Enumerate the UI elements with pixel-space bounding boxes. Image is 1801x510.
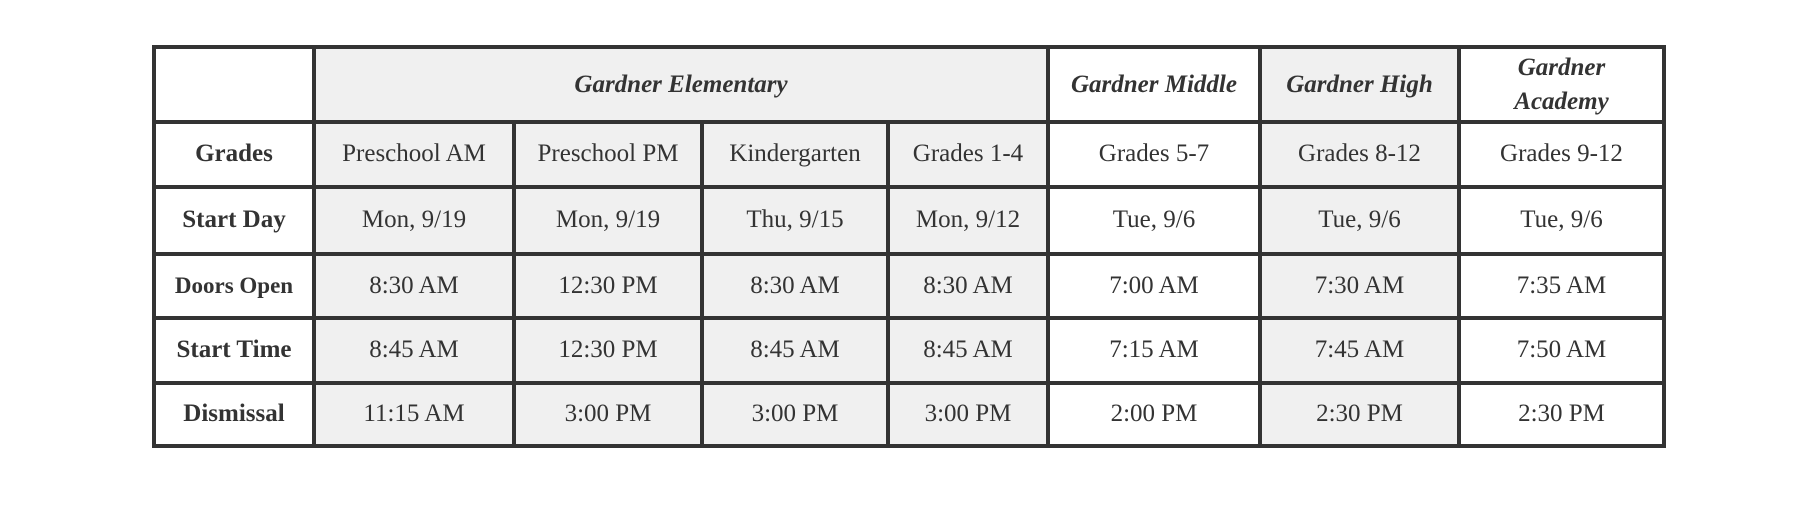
table-cell: 12:30 PM [514, 318, 702, 383]
table-row-doors-open [154, 254, 1664, 318]
table-cell: Grades 1-4 [888, 122, 1048, 187]
row-label: Grades [154, 122, 314, 187]
table-cell: Tue, 9/6 [1459, 187, 1664, 254]
table-cell: 3:00 PM [702, 383, 888, 446]
school-header-row [154, 47, 1664, 122]
row-label: Start Day [154, 187, 314, 254]
table-row-dismissal [154, 383, 1664, 446]
table-row-start-day [154, 187, 1664, 254]
table-cell: 12:30 PM [514, 254, 702, 318]
table-cell: 7:45 AM [1260, 318, 1459, 383]
table-cell: 8:30 AM [888, 254, 1048, 318]
table-cell: Tue, 9/6 [1048, 187, 1260, 254]
corner-cell [154, 47, 314, 122]
row-label: Start Time [154, 318, 314, 383]
row-label: Dismissal [154, 383, 314, 446]
table-cell: Kindergarten [702, 122, 888, 187]
table-cell: Mon, 9/12 [888, 187, 1048, 254]
table-cell: Grades 8-12 [1260, 122, 1459, 187]
table-cell: 11:15 AM [314, 383, 514, 446]
row-label: Doors Open [154, 254, 314, 318]
table-cell: Preschool AM [314, 122, 514, 187]
table-cell: 2:30 PM [1459, 383, 1664, 446]
table-cell: 3:00 PM [888, 383, 1048, 446]
table-row-start-time [154, 318, 1664, 383]
table-cell: 8:45 AM [314, 318, 514, 383]
table-cell: 8:30 AM [314, 254, 514, 318]
table-cell: 7:50 AM [1459, 318, 1664, 383]
table-cell: 8:45 AM [888, 318, 1048, 383]
school-header-academy: Gardner Academy [1459, 47, 1664, 122]
table-cell: 8:45 AM [702, 318, 888, 383]
table-cell: Preschool PM [514, 122, 702, 187]
school-header-high: Gardner High [1260, 47, 1459, 122]
table-row-grades [154, 122, 1664, 187]
school-header-elementary: Gardner Elementary [314, 47, 1048, 122]
table-cell: Thu, 9/15 [702, 187, 888, 254]
table-cell: Mon, 9/19 [514, 187, 702, 254]
table-cell: Grades 5-7 [1048, 122, 1260, 187]
school-schedule-table [152, 45, 1666, 448]
table-cell: 7:35 AM [1459, 254, 1664, 318]
table-cell: 7:15 AM [1048, 318, 1260, 383]
table-cell: 8:30 AM [702, 254, 888, 318]
school-header-middle: Gardner Middle [1048, 47, 1260, 122]
table-cell: Grades 9-12 [1459, 122, 1664, 187]
table-cell: 7:30 AM [1260, 254, 1459, 318]
table-cell: 2:30 PM [1260, 383, 1459, 446]
table-cell: Tue, 9/6 [1260, 187, 1459, 254]
table-cell: 2:00 PM [1048, 383, 1260, 446]
table-cell: 3:00 PM [514, 383, 702, 446]
table-cell: 7:00 AM [1048, 254, 1260, 318]
table-cell: Mon, 9/19 [314, 187, 514, 254]
